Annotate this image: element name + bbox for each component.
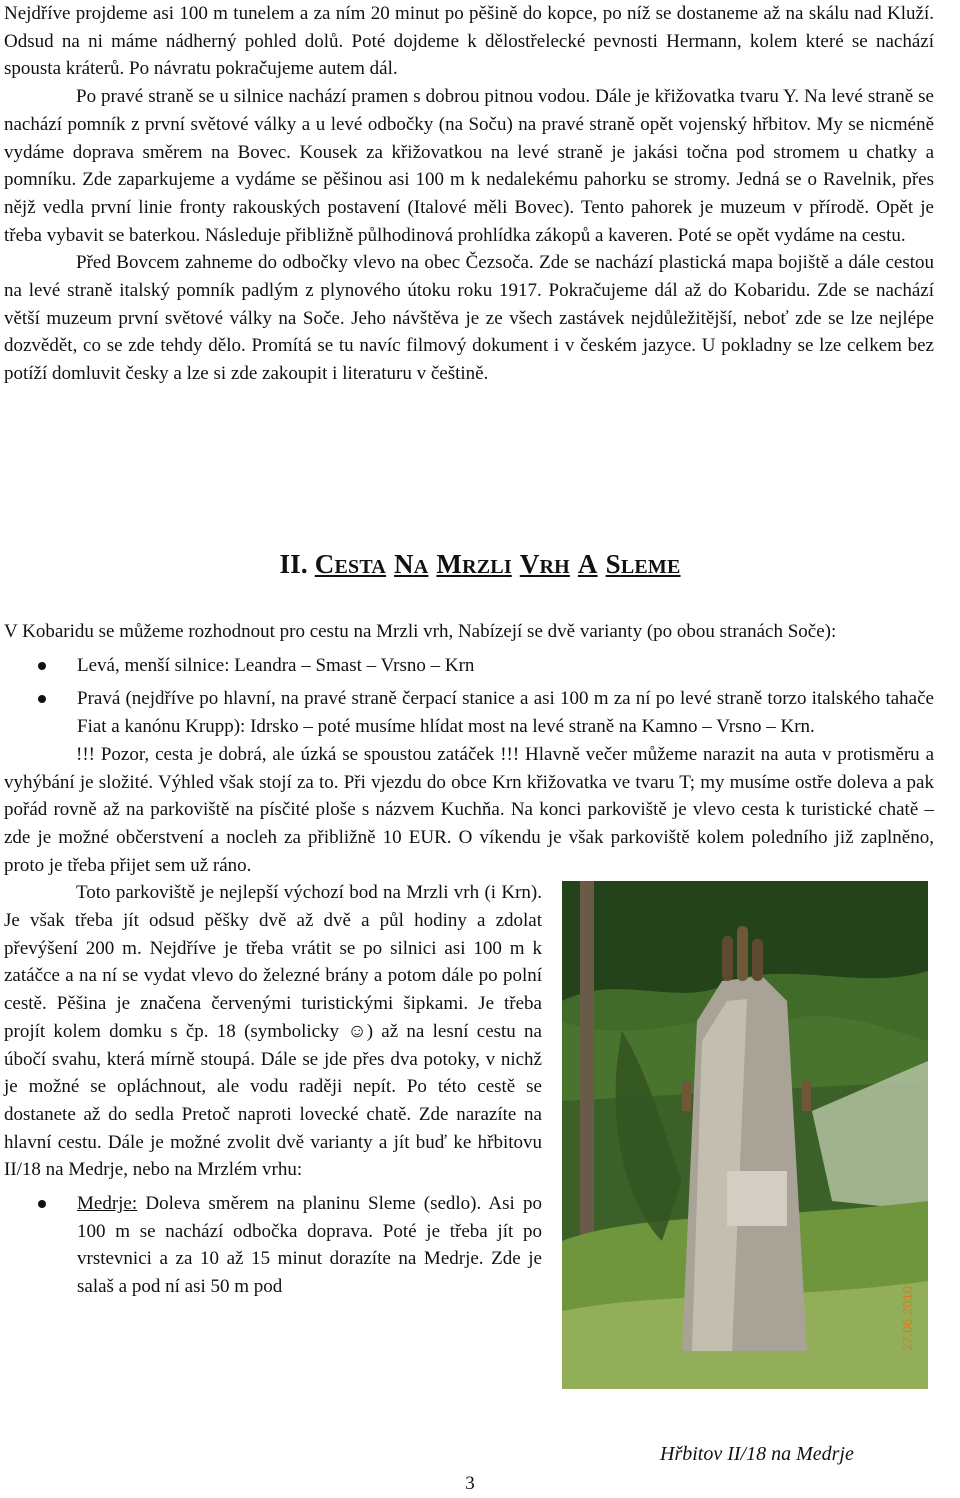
cemetery-photo	[562, 881, 928, 1389]
photo-date-stamp: 27.06.2010	[900, 1286, 915, 1352]
heading-word-rest: RZLI	[462, 556, 512, 578]
heading-word-initial: C	[314, 549, 335, 579]
figure-caption: Hřbitov II/18 na Medrje	[660, 1443, 854, 1465]
destination-list	[4, 1190, 934, 1301]
heading-word	[436, 549, 511, 579]
heading-word-initial: N	[394, 549, 414, 579]
heading-word-rest: RH	[539, 556, 570, 578]
paragraph: Nejdříve projdeme asi 100 m tunelem a za ním 20 minut po pěšině do kopce, po níž se dostaneme až na skálu nad Kluží. Odsud na ni máme nádherný pohled dolů. Poté dojdeme k dělostřelecké pevnosti Hermann, kolem které se nachází spousta kráterů. Po návratu pokračujeme autem dál.	[4, 3, 934, 80]
route-list	[4, 652, 934, 741]
paragraph: !!! Pozor, cesta je dobrá, ale úzká se spoustou zatáček !!! Hlavně večer můžeme narazit na auta v protisměru a vyhýbání je složité. Výhled však stojí za to. Při vjezdu do obce Krn křižovatka ve tvaru T; my musíme ostře doleva a pak pořád rovně až na parkoviště na písčité ploše s názvem Kuchňa. Na konci parkoviště je vlevo cesta k turistické chatě – zde je možné občerstvení a nocleh za přibližně 10 EUR. O víkendu je však parkoviště kolem poledního již zaplněno, proto je třeba přijet sem už ráno.	[4, 743, 934, 876]
heading-numeral: II.	[279, 549, 308, 579]
heading-word	[578, 549, 598, 579]
paragraph: Toto parkoviště je nejlepší výchozí bod na Mrzli vrh (i Krn). Je však třeba jít odsud pěšky dvě až dvě a půl hodiny a zdolat převýšení 200 m. Nejdříve je třeba vrátit se po silnici asi 100 m k zatáčce a na ní se vydat vlevo do železné brány a potom dále po polní cestě. Pěšina je značena červenými turistickými šipkami. Je třeba projít kolem domku s čp. 18 (symbolicky ☺) až na lesní cestu na úbočí svahu, která mírně stoupá. Dále se jde přes dva potoky, v nichž je možné se opláchnout, ale vodu raději nepít. Po této cestě se dostanete až do sedla Pretoč naproti lovecké chatě. Zde narazíte na hlavní cestu. Dále je možné zvolit dvě varianty a jít buď ke hřbitovu II/18 na Medrje, nebo na Mrzlém vrhu:	[4, 882, 542, 1181]
list-item: Levá, menší silnice: Leandra – Smast – Vrsno – Krn	[4, 652, 934, 680]
heading-word-initial: V	[519, 549, 540, 579]
heading-word	[394, 549, 428, 579]
heading-title	[315, 549, 681, 579]
heading-word-initial: M	[436, 549, 463, 579]
heading-word-initial: S	[605, 549, 621, 579]
paragraph: Před Bovcem zahneme do odbočky vlevo na obec Čezsoča. Zde se nachází plastická mapa bojiště a dále cestou na levé straně italský pomník padlým z plynového útoku roku 1917. Pokračujeme dál až do Kobaridu. Zde se nachází větší muzeum první světové války na Soče. Jeho návštěva je ze všech zastávek nejdůležitější, neboť zde se lze nejlépe dozvědět, co se zde tehdy dělo. Promítá se tu navíc filmový dokument i v českém jazyce. U pokladny se lze celkem bez potíží domluvit česky a lze si zde zakoupit i literaturu v češtině.	[4, 252, 934, 385]
heading-word-rest: LEME	[620, 556, 681, 578]
section-1-text	[4, 0, 934, 388]
list-item	[4, 1190, 934, 1301]
list-item: Pravá (nejdříve po hlavní, na pravé straně čerpací stanice a asi 100 m za ní po levé straně torzo italského tahače Fiat a kanónu Krupp): Idrsko – poté musíme hlídat most na levé straně na Kamno – Vrsno – Krn.	[4, 685, 934, 740]
heading-word	[606, 549, 681, 579]
heading-word-initial: A	[577, 549, 598, 579]
heading-word	[520, 549, 570, 579]
heading-word-rest: A	[413, 556, 429, 578]
list-item-text: Doleva směrem na planinu Sleme (sedlo). Asi po 100 m se nachází odbočka doprava. Poté je třeba jít po vrstevnici a za 10 až 15 minut dorazíte na Medrje. Zde je salaš a pod ní asi 50 m pod	[77, 1193, 542, 1298]
paragraph: V Kobaridu se můžeme rozhodnout pro cestu na Mrzli vrh, Nabízejí se dvě varianty (po obou stranách Soče):	[4, 621, 837, 642]
section-heading	[0, 546, 960, 585]
page-number: 3	[465, 1473, 475, 1494]
heading-word-rest: ESTA	[334, 556, 387, 578]
figure	[562, 881, 942, 1393]
paragraph: Po pravé straně se u silnice nachází pramen s dobrou pitnou vodou. Dále je křižovatka tvaru Y. Na levé straně se nachází pomník z první světové války a u levé odbočky (na Soču) na pravé straně opět vojenský hřbitov. My se nicméně vydáme doprava směrem na Bovec. Kousek za křižovatkou na levé straně je jakási točna pod stromem u chatky a pomníku. Zde zaparkujeme a vydáme se pěšinou asi 100 m k nedalekému pahorku se stromy. Jedná se o Ravelnik, přes nějž vedla první linie fronty rakouských postavení (Italové měli Bovec). Tento pahorek je muzeum v přírodě. Opět je třeba vybavit se baterkou. Následuje přibližně půlhodinová prohlídka zákopů a kaveren. Poté se opět vydáme na cestu.	[4, 86, 934, 246]
section-2-text	[4, 618, 934, 1393]
list-item-label: Medrje:	[77, 1193, 138, 1215]
memorial-illustration	[562, 881, 928, 1389]
heading-word	[315, 549, 386, 579]
